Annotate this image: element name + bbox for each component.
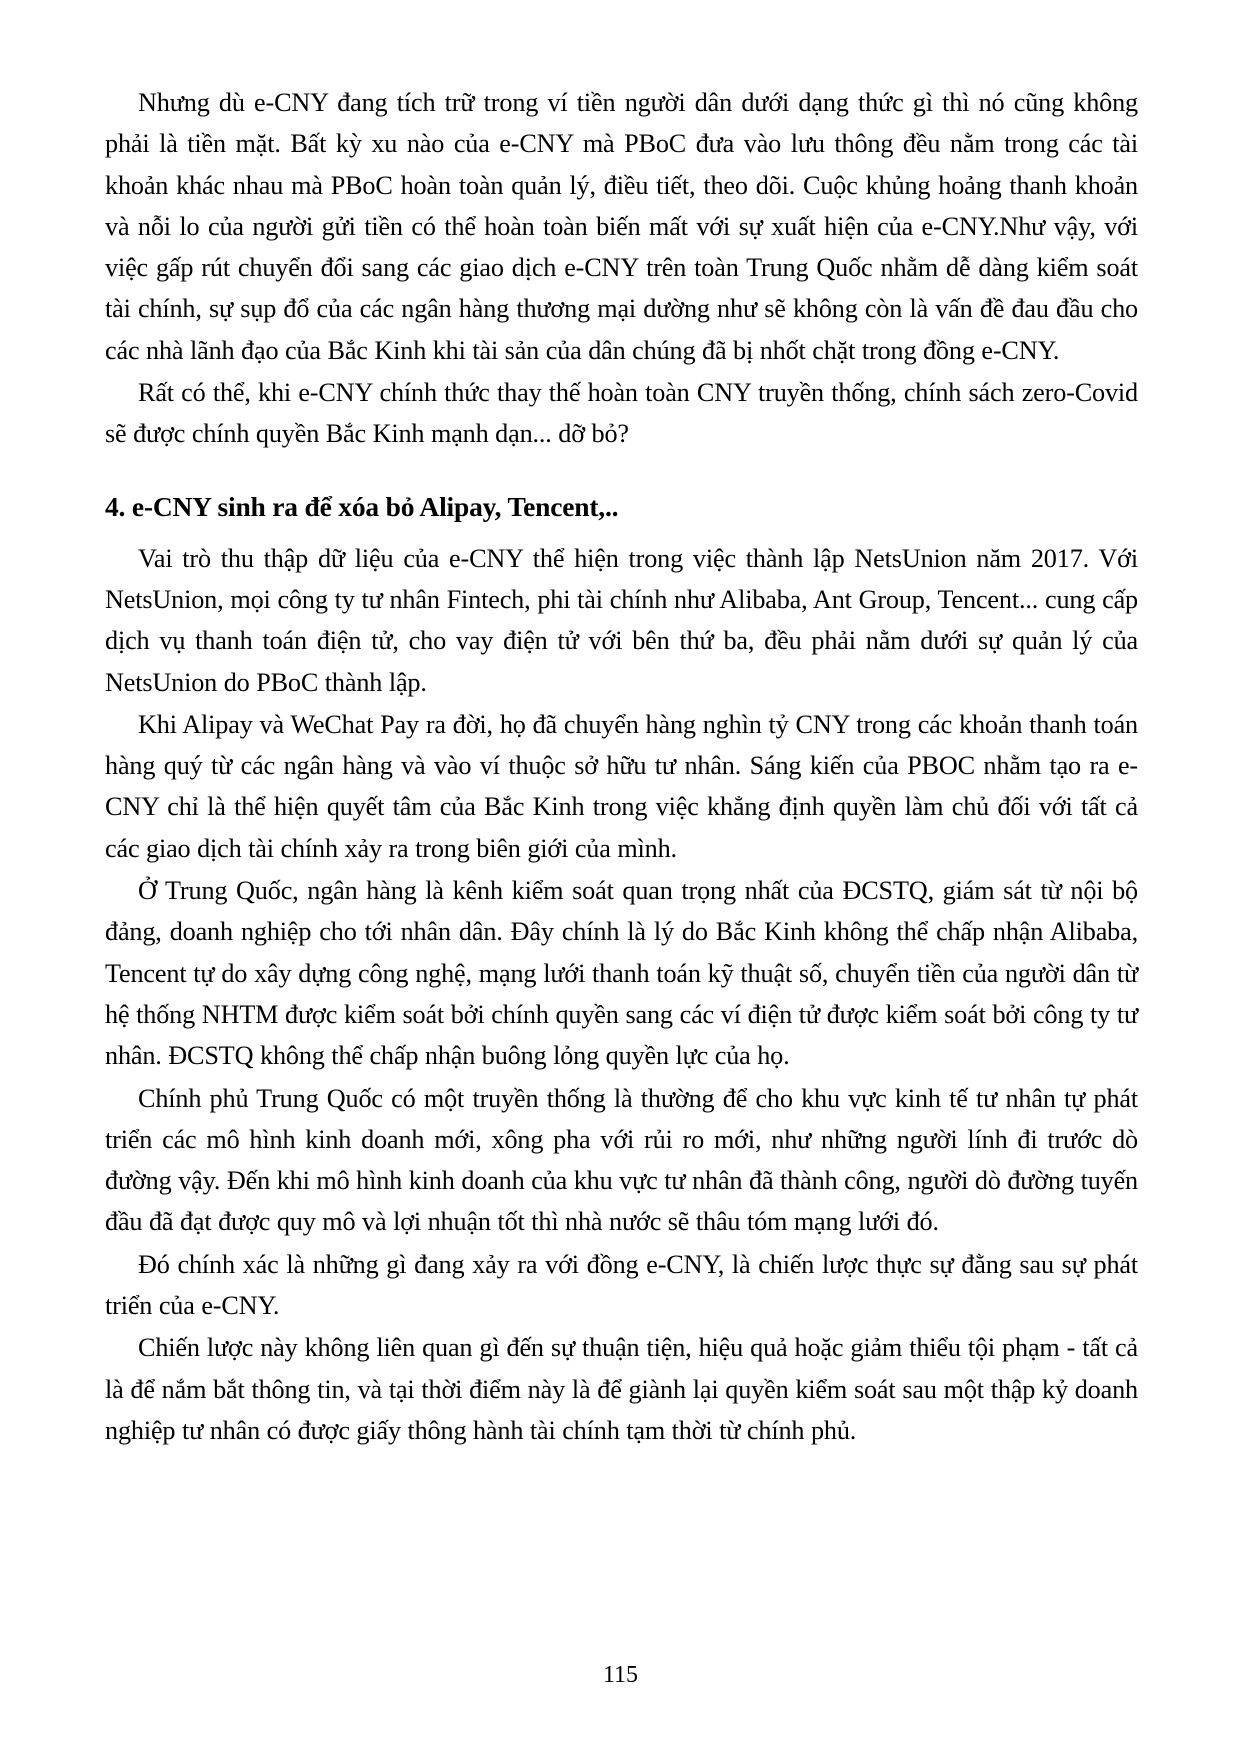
paragraph: Ở Trung Quốc, ngân hàng là kênh kiểm soát quan trọng nhất của ĐCSTQ, giám sát từ nội bộ đảng, doanh nghiệp cho tới nhân dân. Đây chính là lý do Bắc Kinh không thể chấp nhận Alibaba, Tencent tự do xây dựng công nghệ, mạng lưới thanh toán kỹ thuật số, chuyển tiền của người dân từ hệ thống NHTM được kiểm soát bởi chính quyền sang các ví điện tử được kiểm soát bởi công ty tư nhân. ĐCSTQ không thể chấp nhận buông lỏng quyền lực của họ. xyxy=(105,876,1138,1071)
section-heading: 4. e-CNY sinh ra để xóa bỏ Alipay, Tencent,.. xyxy=(105,490,619,522)
page-number: 115 xyxy=(602,1662,639,1688)
paragraph: Rất có thể, khi e-CNY chính thức thay thế hoàn toàn CNY truyền thống, chính sách zero-Covid sẽ được chính quyền Bắc Kinh mạnh dạn... dỡ bỏ? xyxy=(105,378,1138,449)
paragraph: Nhưng dù e-CNY đang tích trữ trong ví tiền người dân dưới dạng thức gì thì nó cũng không phải là tiền mặt. Bất kỳ xu nào của e-CNY mà PBoC đưa vào lưu thông đều nằm trong các tài khoản khác nhau mà PBoC hoàn toàn quản lý, điều tiết, theo dõi. Cuộc khủng hoảng thanh khoản và nỗi lo của người gửi tiền có thể hoàn toàn biến mất với sự xuất hiện của e-CNY.Như vậy, với việc gấp rút chuyển đổi sang các giao dịch e-CNY trên toàn Trung Quốc nhằm dễ dàng kiểm soát tài chính, sự sụp đổ của các ngân hàng thương mại dường như sẽ không còn là vấn đề đau đầu cho các nhà lãnh đạo của Bắc Kinh khi tài sản của dân chúng đã bị nhốt chặt trong đồng e-CNY. xyxy=(105,88,1138,365)
paragraph: Khi Alipay và WeChat Pay ra đời, họ đã chuyển hàng nghìn tỷ CNY trong các khoản thanh toán hàng quý từ các ngân hàng và vào ví thuộc sở hữu tư nhân. Sáng kiến của PBOC nhằm tạo ra e-CNY chỉ là thể hiện quyết tâm của Bắc Kinh trong việc khẳng định quyền làm chủ đối với tất cả các giao dịch tài chính xảy ra trong biên giới của mình. xyxy=(105,709,1138,863)
page-body-text xyxy=(105,82,1138,1451)
paragraph: Đó chính xác là những gì đang xảy ra với đồng e-CNY, là chiến lược thực sự đằng sau sự phát triển của e-CNY. xyxy=(105,1249,1138,1321)
paragraph: Chiến lược này không liên quan gì đến sự thuận tiện, hiệu quả hoặc giảm thiểu tội phạm - tất cả là để nắm bắt thông tin, và tại thời điểm này là để giành lại quyền kiểm soát sau một thập kỷ doanh nghiệp tư nhân có được giấy thông hành tài chính tạm thời từ chính phủ. xyxy=(105,1333,1138,1445)
paragraph: Chính phủ Trung Quốc có một truyền thống là thường để cho khu vực kinh tế tư nhân tự phát triển các mô hình kinh doanh mới, xông pha với rủi ro mới, như những người lính đi trước dò đường vậy. Đến khi mô hình kinh doanh của khu vực tư nhân đã thành công, người dò đường tuyến đầu đã đạt được quy mô và lợi nhuận tốt thì nhà nước sẽ thâu tóm mạng lưới đó. xyxy=(105,1083,1138,1237)
paragraph: Vai trò thu thập dữ liệu của e-CNY thể hiện trong việc thành lập NetsUnion năm 2017. Với NetsUnion, mọi công ty tư nhân Fintech, phi tài chính như Alibaba, Ant Group, Tencent... cung cấp dịch vụ thanh toán điện tử, cho vay điện tử với bên thứ ba, đều phải nằm dưới sự quản lý của NetsUnion do PBoC thành lập. xyxy=(105,543,1138,697)
